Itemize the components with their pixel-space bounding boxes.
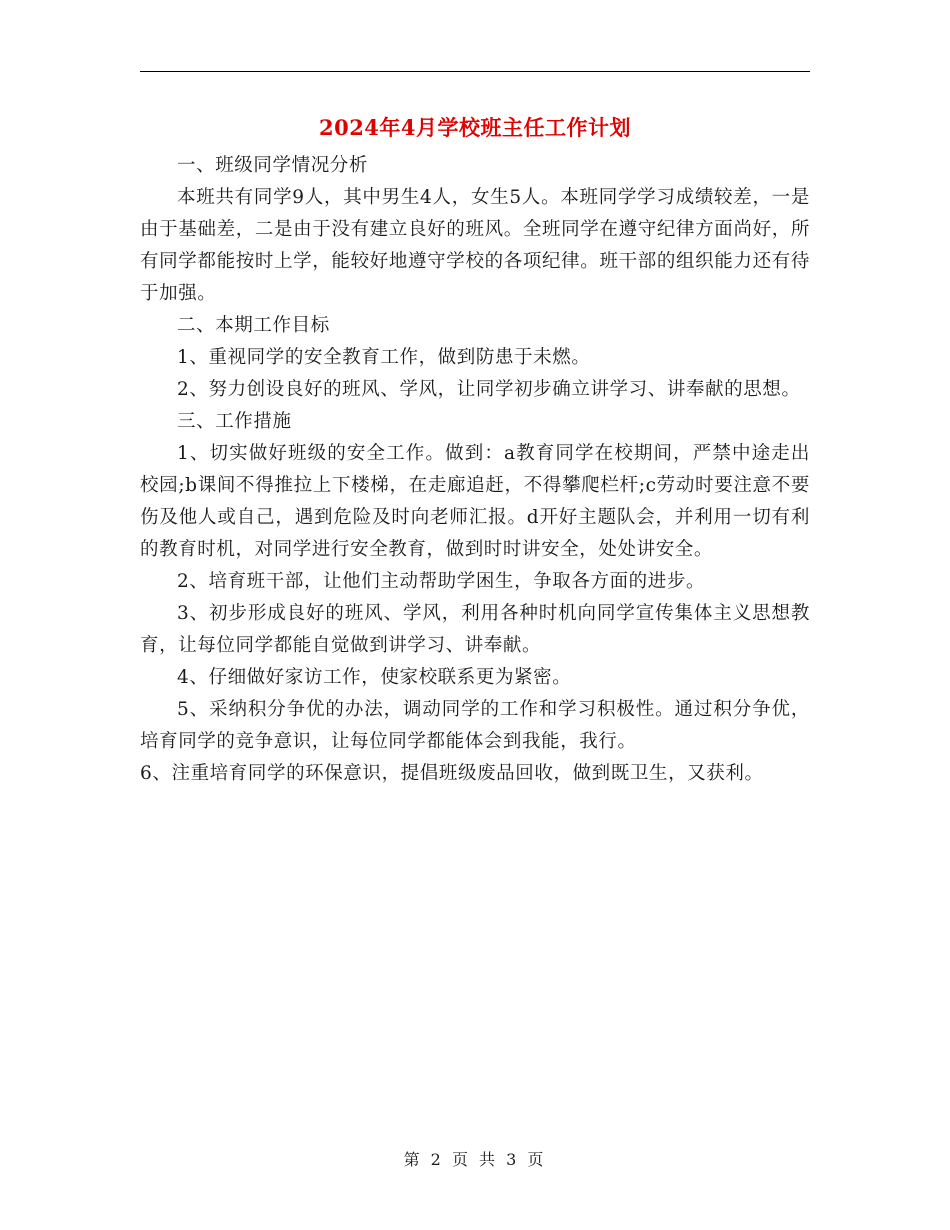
section-heading-1: 一、班级同学情况分析 (177, 155, 369, 176)
document-title: 2024年4月学校班主任工作计划 (318, 115, 632, 140)
header-rule (140, 71, 810, 72)
goal-item-1: 1、重视同学的安全教育工作，做到防患于未燃。 (177, 347, 591, 368)
goal-item-2: 2、努力创设良好的班风、学风，让同学初步确立讲学习、讲奉献的思想。 (177, 379, 801, 400)
measure-item-1: 1、切实做好班级的安全工作。做到：a教育同学在校期间，严禁中途走出校园;b课间不得推拉上下楼梯，在走廊追赶，不得攀爬栏杆;c劳动时要注意不要伤及他人或自己，遇到危险及时向老师汇报。d开好主题队会，并利用一切有利的教育时机，对同学进行安全教育，做到时时讲安全，处处讲安全。 (140, 443, 810, 560)
measure-item-3: 3、初步形成良好的班风、学风，利用各种时机向同学宣传集体主义思想教育，让每位同学都能自觉做到讲学习、讲奉献。 (140, 603, 810, 656)
measure-item-6: 6、注重培育同学的环保意识，提倡班级废品回收，做到既卫生，又获利。 (140, 763, 764, 784)
page-footer: 第 2 页 共 3 页 (403, 1150, 547, 1169)
measure-item-4: 4、仔细做好家访工作，使家校联系更为紧密。 (177, 667, 572, 688)
body-paragraph: 本班共有同学9人，其中男生4人，女生5人。本班同学学习成绩较差，一是由于基础差，二是由于没有建立良好的班风。全班同学在遵守纪律方面尚好，所有同学都能按时上学，能较好地遵守学校的各项纪律。班干部的组织能力还有待于加强。 (140, 187, 810, 304)
measure-item-2: 2、培育班干部，让他们主动帮助学困生，争取各方面的进步。 (177, 571, 706, 592)
section-heading-3: 三、工作措施 (177, 411, 292, 432)
document-body (140, 150, 810, 790)
measure-item-5: 5、采纳积分争优的办法，调动同学的工作和学习积极性。通过积分争优，培育同学的竞争意识，让每位同学都能体会到我能，我行。 (140, 699, 810, 752)
section-heading-2: 二、本期工作目标 (177, 315, 330, 336)
